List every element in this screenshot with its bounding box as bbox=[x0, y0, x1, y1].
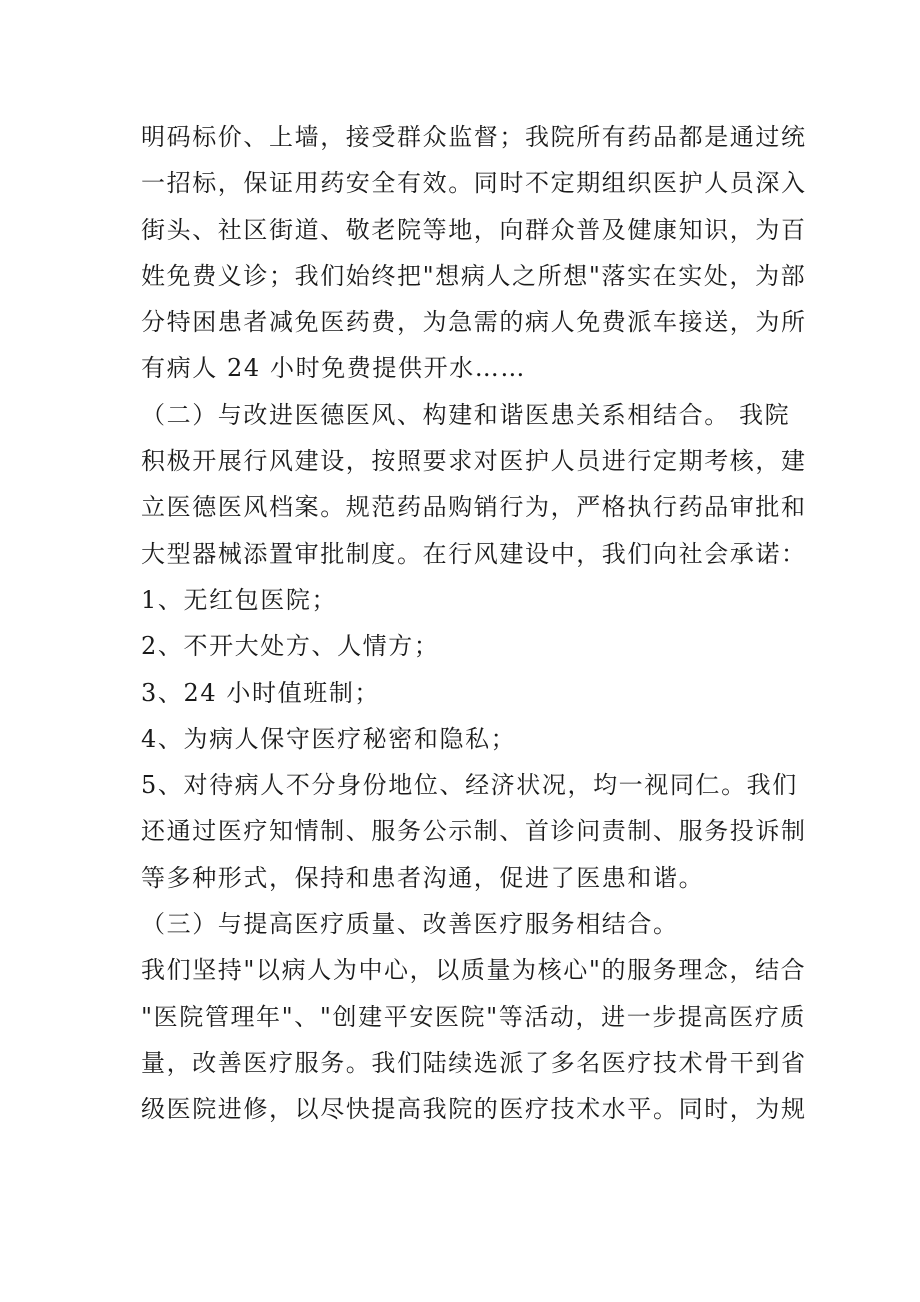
text-line-21: 量，改善医疗服务。我们陆续选派了多名医疗技术骨干到省 bbox=[141, 1048, 807, 1077]
text-line-9: 立医德医风档案。规范药品购销行为，严格执行药品审批和 bbox=[141, 493, 807, 522]
text-line-20: "医院管理年"、"创建平安医院"等活动，进一步提高医疗质 bbox=[141, 1002, 806, 1031]
text-line-10: 大型器械添置审批制度。在行风建设中，我们向社会承诺： bbox=[141, 539, 807, 568]
text-line-22: 级医院进修，以尽快提高我院的医疗技术水平。同时，为规 bbox=[141, 1095, 807, 1124]
text-line-4: 姓免费义诊；我们始终把"想病人之所想"落实在实处，为部 bbox=[141, 261, 807, 290]
text-line-2: 一招标，保证用药安全有效。同时不定期组织医护人员深入 bbox=[141, 169, 807, 198]
promise-item-4: 4、为病人保守医疗秘密和隐私； bbox=[141, 724, 517, 753]
promise-item-5: 5、对待病人不分身份地位、经济状况，均一视同仁。我们 bbox=[141, 771, 798, 800]
text-line-17: 等多种形式，保持和患者沟通，促进了医患和谐。 bbox=[141, 863, 705, 892]
text-line-3: 街头、社区街道、敬老院等地，向群众普及健康知识，为百 bbox=[141, 215, 807, 244]
document-body bbox=[141, 114, 807, 1133]
section-heading-2: （二）与改进医德医风、构建和谐医患关系相结合。 我院 bbox=[141, 400, 791, 429]
text-line-1: 明码标价、上墙，接受群众监督；我院所有药品都是通过统 bbox=[141, 123, 807, 151]
text-line-16: 还通过医疗知情制、服务公示制、首诊问责制、服务投诉制 bbox=[141, 817, 807, 846]
promise-item-1: 1、无红包医院； bbox=[141, 585, 338, 614]
text-line-8: 积极开展行风建设，按照要求对医护人员进行定期考核，建 bbox=[141, 447, 807, 476]
text-line-19: 我们坚持"以病人为中心，以质量为核心"的服务理念，结合 bbox=[141, 956, 807, 985]
text-line-5: 分特困患者减免医药费，为急需的病人免费派车接送，为所 bbox=[141, 308, 807, 337]
promise-item-3: 3、24 小时值班制； bbox=[141, 678, 381, 707]
promise-item-2: 2、不开大处方、人情方； bbox=[141, 632, 440, 661]
section-heading-3: （三）与提高医疗质量、改善医疗服务相结合。 bbox=[141, 910, 679, 939]
text-line-6: 有病人 24 小时免费提供开水…… bbox=[141, 354, 526, 383]
